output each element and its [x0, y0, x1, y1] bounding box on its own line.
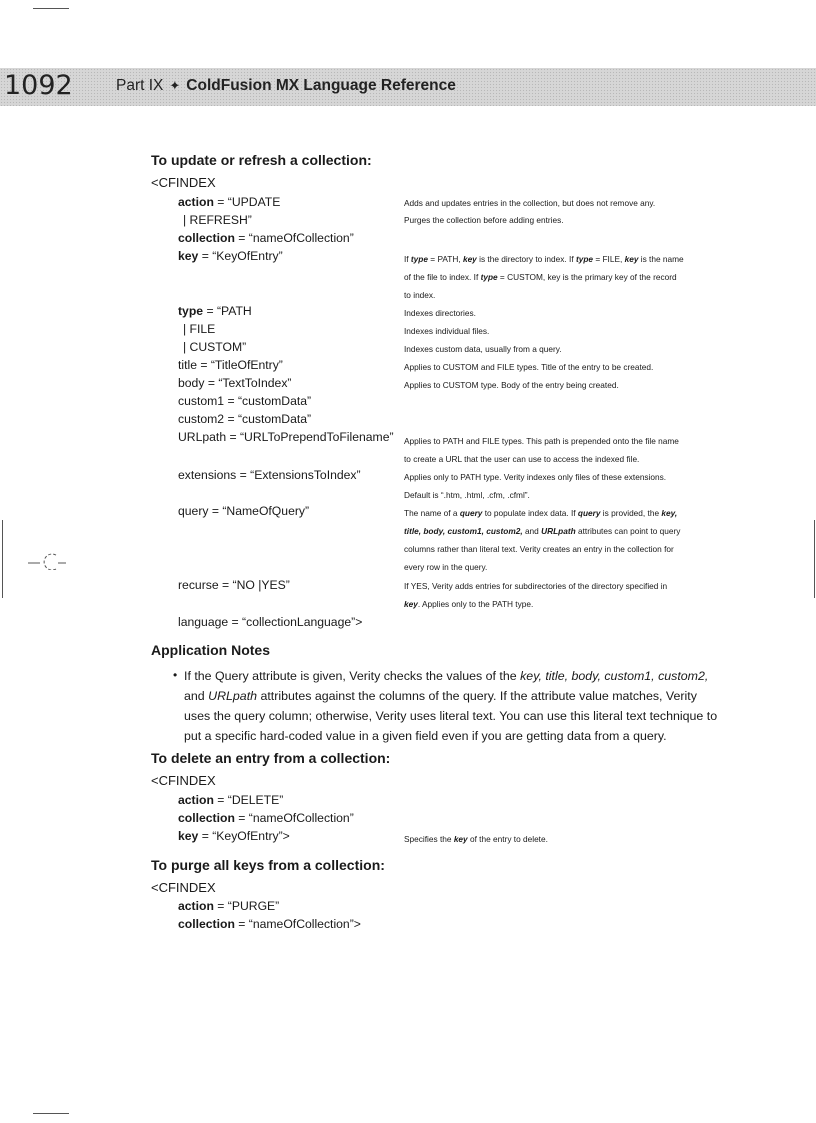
diamond-separator-icon: ✦	[169, 78, 181, 93]
application-note-paragraph: If the Query attribute is given, Verity checks the values of the key, title, body, custom1, custom2, and URLpath attributes against the columns of the query. If the attribute value matches, Verity uses the query column; otherwise, Verity uses literal text. You can use this literal text technique to put a specific hard-coded value in a given field even if you are getting data from a query.	[184, 669, 718, 743]
update-title-attr: title = “TitleOfEntry”	[178, 358, 283, 372]
update-urlpath-desc-line1: Applies to PATH and FILE types. This path is prepended onto the file name	[404, 436, 679, 446]
book-title: ColdFusion MX Language Reference	[186, 77, 456, 94]
update-refresh-desc: Purges the collection before adding entries.	[404, 215, 564, 225]
delete-key-desc: Specifies the key of the entry to delete.	[404, 834, 548, 844]
update-type-custom-desc: Indexes custom data, usually from a query.	[404, 344, 562, 354]
delete-action-attr: action = “DELETE”	[178, 793, 284, 807]
attr-value: = “UPDATE	[213, 195, 281, 209]
attr-name: collection	[178, 231, 235, 245]
update-recurse-desc-line2: key. Applies only to the PATH type.	[404, 599, 534, 609]
update-key-desc-line3: to index.	[404, 290, 436, 300]
attr-value: = “PATH	[203, 304, 252, 318]
update-refresh-option: | REFRESH”	[183, 213, 252, 227]
attr-value: = “nameOfCollection”	[234, 231, 354, 245]
attr-name: action	[178, 195, 214, 209]
update-query-attr: query = “NameOfQuery”	[178, 504, 310, 518]
attr-value: = “KeyOfEntry”	[198, 249, 283, 263]
update-urlpath-attr: URLpath = “URLToPrependToFilename”	[178, 430, 394, 444]
update-title-desc: Applies to CUSTOM and FILE types. Title of the entry to be created.	[404, 362, 654, 372]
purge-open-tag: <CFINDEX	[151, 880, 216, 895]
purge-collection-attr: collection = “nameOfCollection”>	[178, 917, 361, 931]
update-extensions-desc-line2: Default is “.htm, .html, .cfm, .cfml”.	[404, 490, 530, 500]
update-key-desc-line1: If type = PATH, key is the directory to index. If type = FILE, key is the name	[404, 254, 684, 264]
update-type-path-desc: Indexes directories.	[404, 308, 476, 318]
delete-heading: To delete an entry from a collection:	[151, 750, 391, 766]
delete-key-attr: key = “KeyOfEntry”>	[178, 829, 290, 843]
delete-open-tag: <CFINDEX	[151, 773, 216, 788]
update-query-desc-line3: columns rather than literal text. Verity creates an entry in the collection for	[404, 544, 674, 554]
update-query-desc-line4: every row in the query.	[404, 562, 488, 572]
update-key-attr	[178, 249, 283, 263]
part-label: Part IX	[116, 77, 164, 94]
bullet-icon: •	[173, 668, 178, 682]
update-action-attr	[178, 195, 280, 209]
attr-name: type	[178, 304, 204, 318]
attr-name: key	[178, 249, 199, 263]
update-custom1-attr: custom1 = “customData”	[178, 394, 312, 408]
page-number: 1092	[4, 70, 73, 101]
update-type-file-desc: Indexes individual files.	[404, 326, 490, 336]
update-action-desc: Adds and updates entries in the collection, but does not remove any.	[404, 198, 656, 208]
update-recurse-desc-line1: If YES, Verity adds entries for subdirectories of the directory specified in	[404, 581, 668, 591]
purge-action-attr: action = “PURGE”	[178, 899, 280, 913]
delete-collection-attr: collection = “nameOfCollection”	[178, 811, 354, 825]
update-custom2-attr: custom2 = “customData”	[178, 412, 312, 426]
update-type-attr	[178, 304, 252, 318]
update-extensions-attr: extensions = “ExtensionsToIndex”	[178, 468, 361, 482]
update-urlpath-desc-line2: to create a URL that the user can use to access the indexed file.	[404, 454, 640, 464]
update-recurse-attr: recurse = “NO |YES”	[178, 578, 290, 592]
update-body-desc: Applies to CUSTOM type. Body of the entry being created.	[404, 380, 619, 390]
update-type-custom-option: | CUSTOM”	[183, 340, 247, 354]
update-query-desc-line2: title, body, custom1, custom2, and URLpath attributes can point to query	[404, 526, 681, 536]
purge-heading: To purge all keys from a collection:	[151, 857, 385, 873]
update-body-attr: body = “TextToIndex”	[178, 376, 292, 390]
update-extensions-desc-line1: Applies only to PATH type. Verity indexes only files of these extensions.	[404, 472, 667, 482]
application-notes-heading: Application Notes	[151, 642, 271, 658]
update-type-file-option: | FILE	[183, 322, 216, 336]
update-collection-attr	[178, 231, 354, 245]
update-query-desc-line1: The name of a query to populate index data. If query is provided, the key,	[404, 508, 678, 518]
update-heading: To update or refresh a collection:	[151, 152, 372, 168]
update-key-desc-line2: of the file to index. If type = CUSTOM, key is the primary key of the record	[404, 272, 677, 282]
update-open-tag: <CFINDEX	[151, 175, 216, 190]
update-language-attr: language = “collectionLanguage”>	[178, 615, 363, 629]
